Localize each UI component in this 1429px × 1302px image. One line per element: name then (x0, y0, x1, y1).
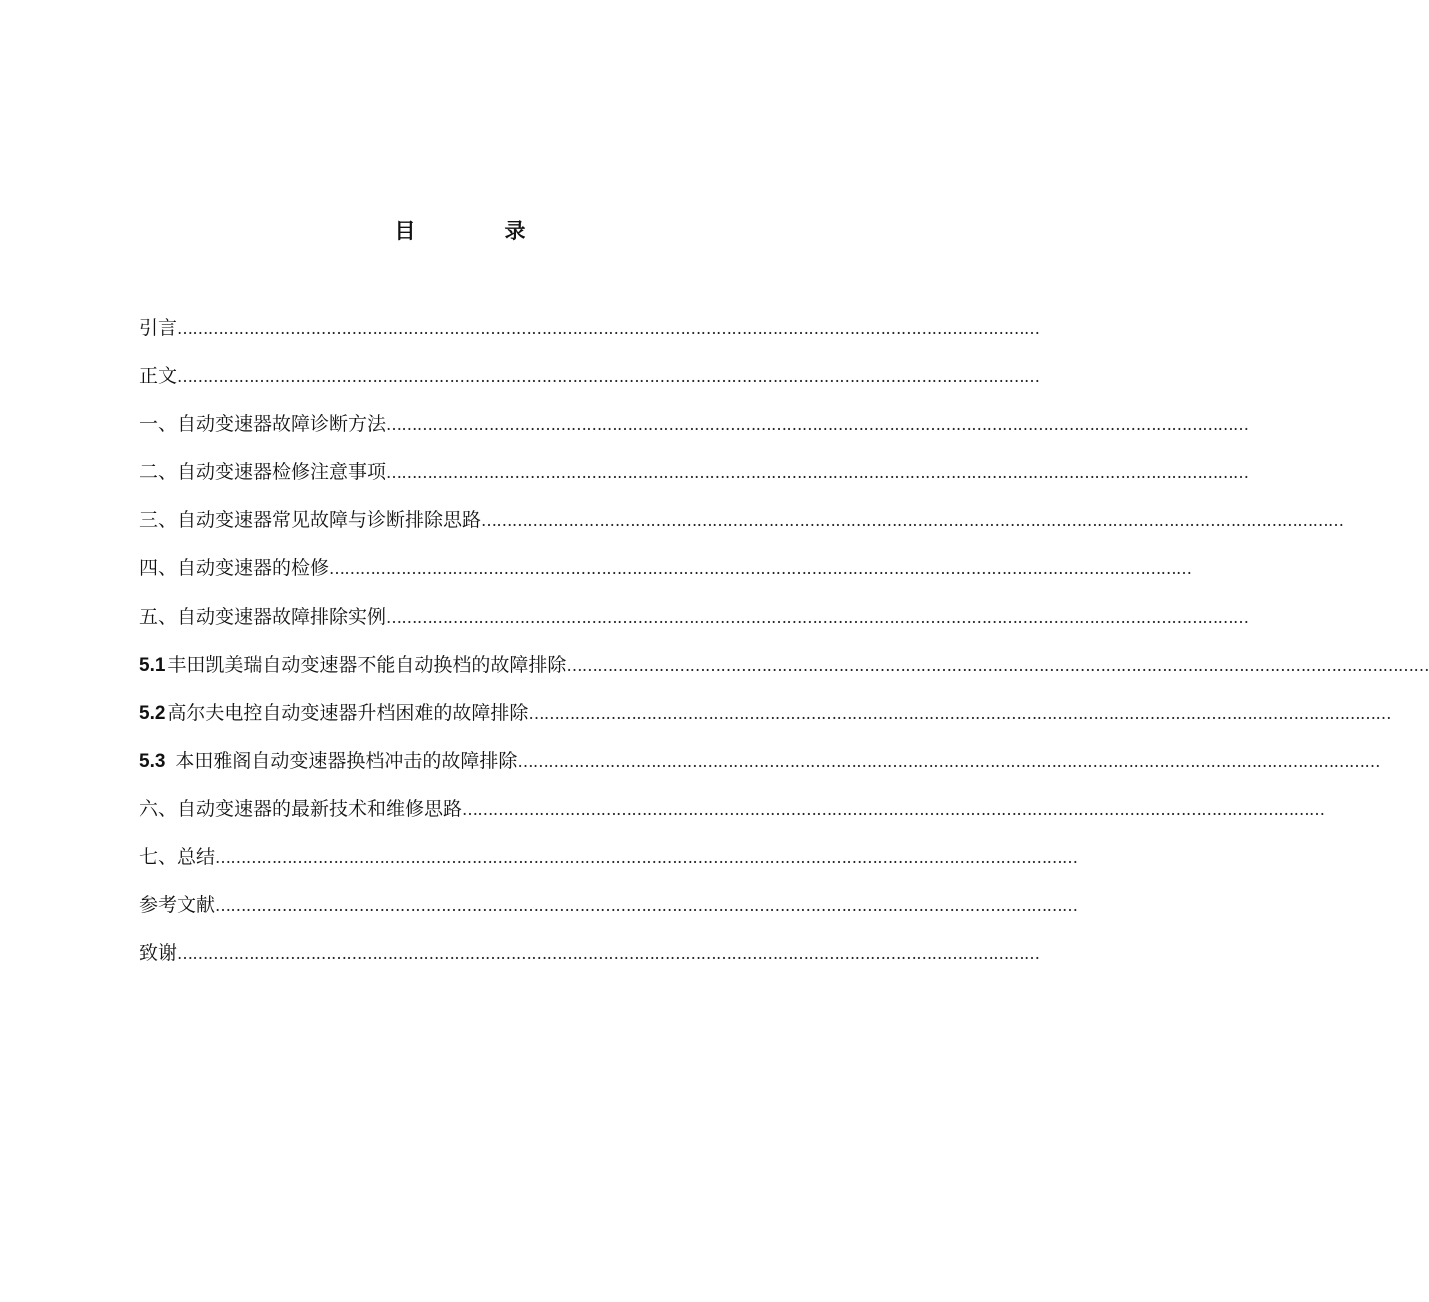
toc-leader-dots: …………………………………………………………………………………………………………………………………………………… (386, 607, 1249, 627)
toc-leader-dots: …………………………………………………………………………………………………………………………………………………… (177, 944, 1040, 964)
toc-entry-number: 5.3 (139, 750, 166, 772)
toc-leader-dots: …………………………………………………………………………………………………………………………………………………… (177, 319, 1040, 338)
toc-leader-dots: …………………………………………………………………………………………………………………………………………………… (215, 896, 1078, 916)
toc-leader-dots: …………………………………………………………………………………………………………………………………………………… (566, 655, 1429, 675)
toc-entry-section-5-2[interactable] (139, 698, 1391, 746)
toc-entry-label: 七、总结 (139, 846, 216, 869)
toc-entry-label: 丰田凯美瑞自动变速器不能自动换档的故障排除 (167, 653, 567, 676)
toc-entry-label: 三、自动变速器常见故障与诊断排除思路 (139, 509, 482, 532)
toc-entry-label: 正文 (139, 365, 178, 388)
toc-entry-label: 一、自动变速器故障诊断方法 (139, 413, 387, 436)
toc-entry-number: 5.2 (139, 702, 166, 724)
toc-entry-references[interactable] (139, 890, 1078, 938)
toc-entry-section-5-3[interactable] (139, 746, 1380, 794)
toc-entry-main-text[interactable] (139, 361, 1040, 409)
toc-entry-chapter-5[interactable] (139, 602, 1249, 650)
toc-leader-dots: …………………………………………………………………………………………………………………………………………………… (386, 415, 1249, 435)
toc-leader-dots: …………………………………………………………………………………………………………………………………………………… (177, 367, 1040, 387)
toc-entry-label: 引言 (139, 317, 178, 339)
toc-entry-label: 致谢 (139, 942, 178, 965)
toc-entry-label: 六、自动变速器的最新技术和维修思路 (139, 797, 463, 820)
toc-leader-dots: …………………………………………………………………………………………………………………………………………………… (462, 799, 1325, 819)
toc-entry-label: 参考文献 (139, 894, 216, 917)
toc-leader-dots: …………………………………………………………………………………………………………………………………………………… (215, 848, 1078, 868)
toc-entry-label: 高尔夫电控自动变速器升档困难的故障排除 (167, 701, 529, 724)
toc-entry-label: 四、自动变速器的检修 (139, 557, 330, 580)
toc-leader-dots: …………………………………………………………………………………………………………………………………………………… (481, 511, 1344, 531)
toc-entry-acknowledgements[interactable] (139, 938, 1040, 986)
toc-title: 目 录 (394, 219, 560, 243)
toc-entry-chapter-2[interactable] (139, 457, 1249, 505)
toc-list (139, 313, 1429, 986)
toc-leader-dots: …………………………………………………………………………………………………………………………………………………… (517, 751, 1380, 771)
toc-entry-chapter-7[interactable] (139, 842, 1078, 890)
toc-entry-section-5-1[interactable] (139, 650, 1429, 698)
toc-entry-label: 本田雅阁自动变速器换档冲击的故障排除 (175, 749, 518, 772)
toc-leader-dots: …………………………………………………………………………………………………………………………………………………… (329, 559, 1192, 579)
toc-entry-introduction[interactable] (139, 313, 1040, 361)
toc-leader-dots: …………………………………………………………………………………………………………………………………………………… (386, 463, 1249, 483)
toc-entry-chapter-6[interactable] (139, 794, 1325, 842)
toc-entry-chapter-1[interactable] (139, 409, 1249, 457)
toc-entry-label: 五、自动变速器故障排除实例 (139, 605, 387, 628)
toc-entry-chapter-3[interactable] (139, 505, 1344, 553)
toc-leader-dots: …………………………………………………………………………………………………………………………………………………… (528, 703, 1391, 723)
toc-entry-label: 二、自动变速器检修注意事项 (139, 461, 387, 484)
toc-entry-chapter-4[interactable] (139, 553, 1192, 601)
toc-entry-number: 5.1 (139, 654, 166, 676)
